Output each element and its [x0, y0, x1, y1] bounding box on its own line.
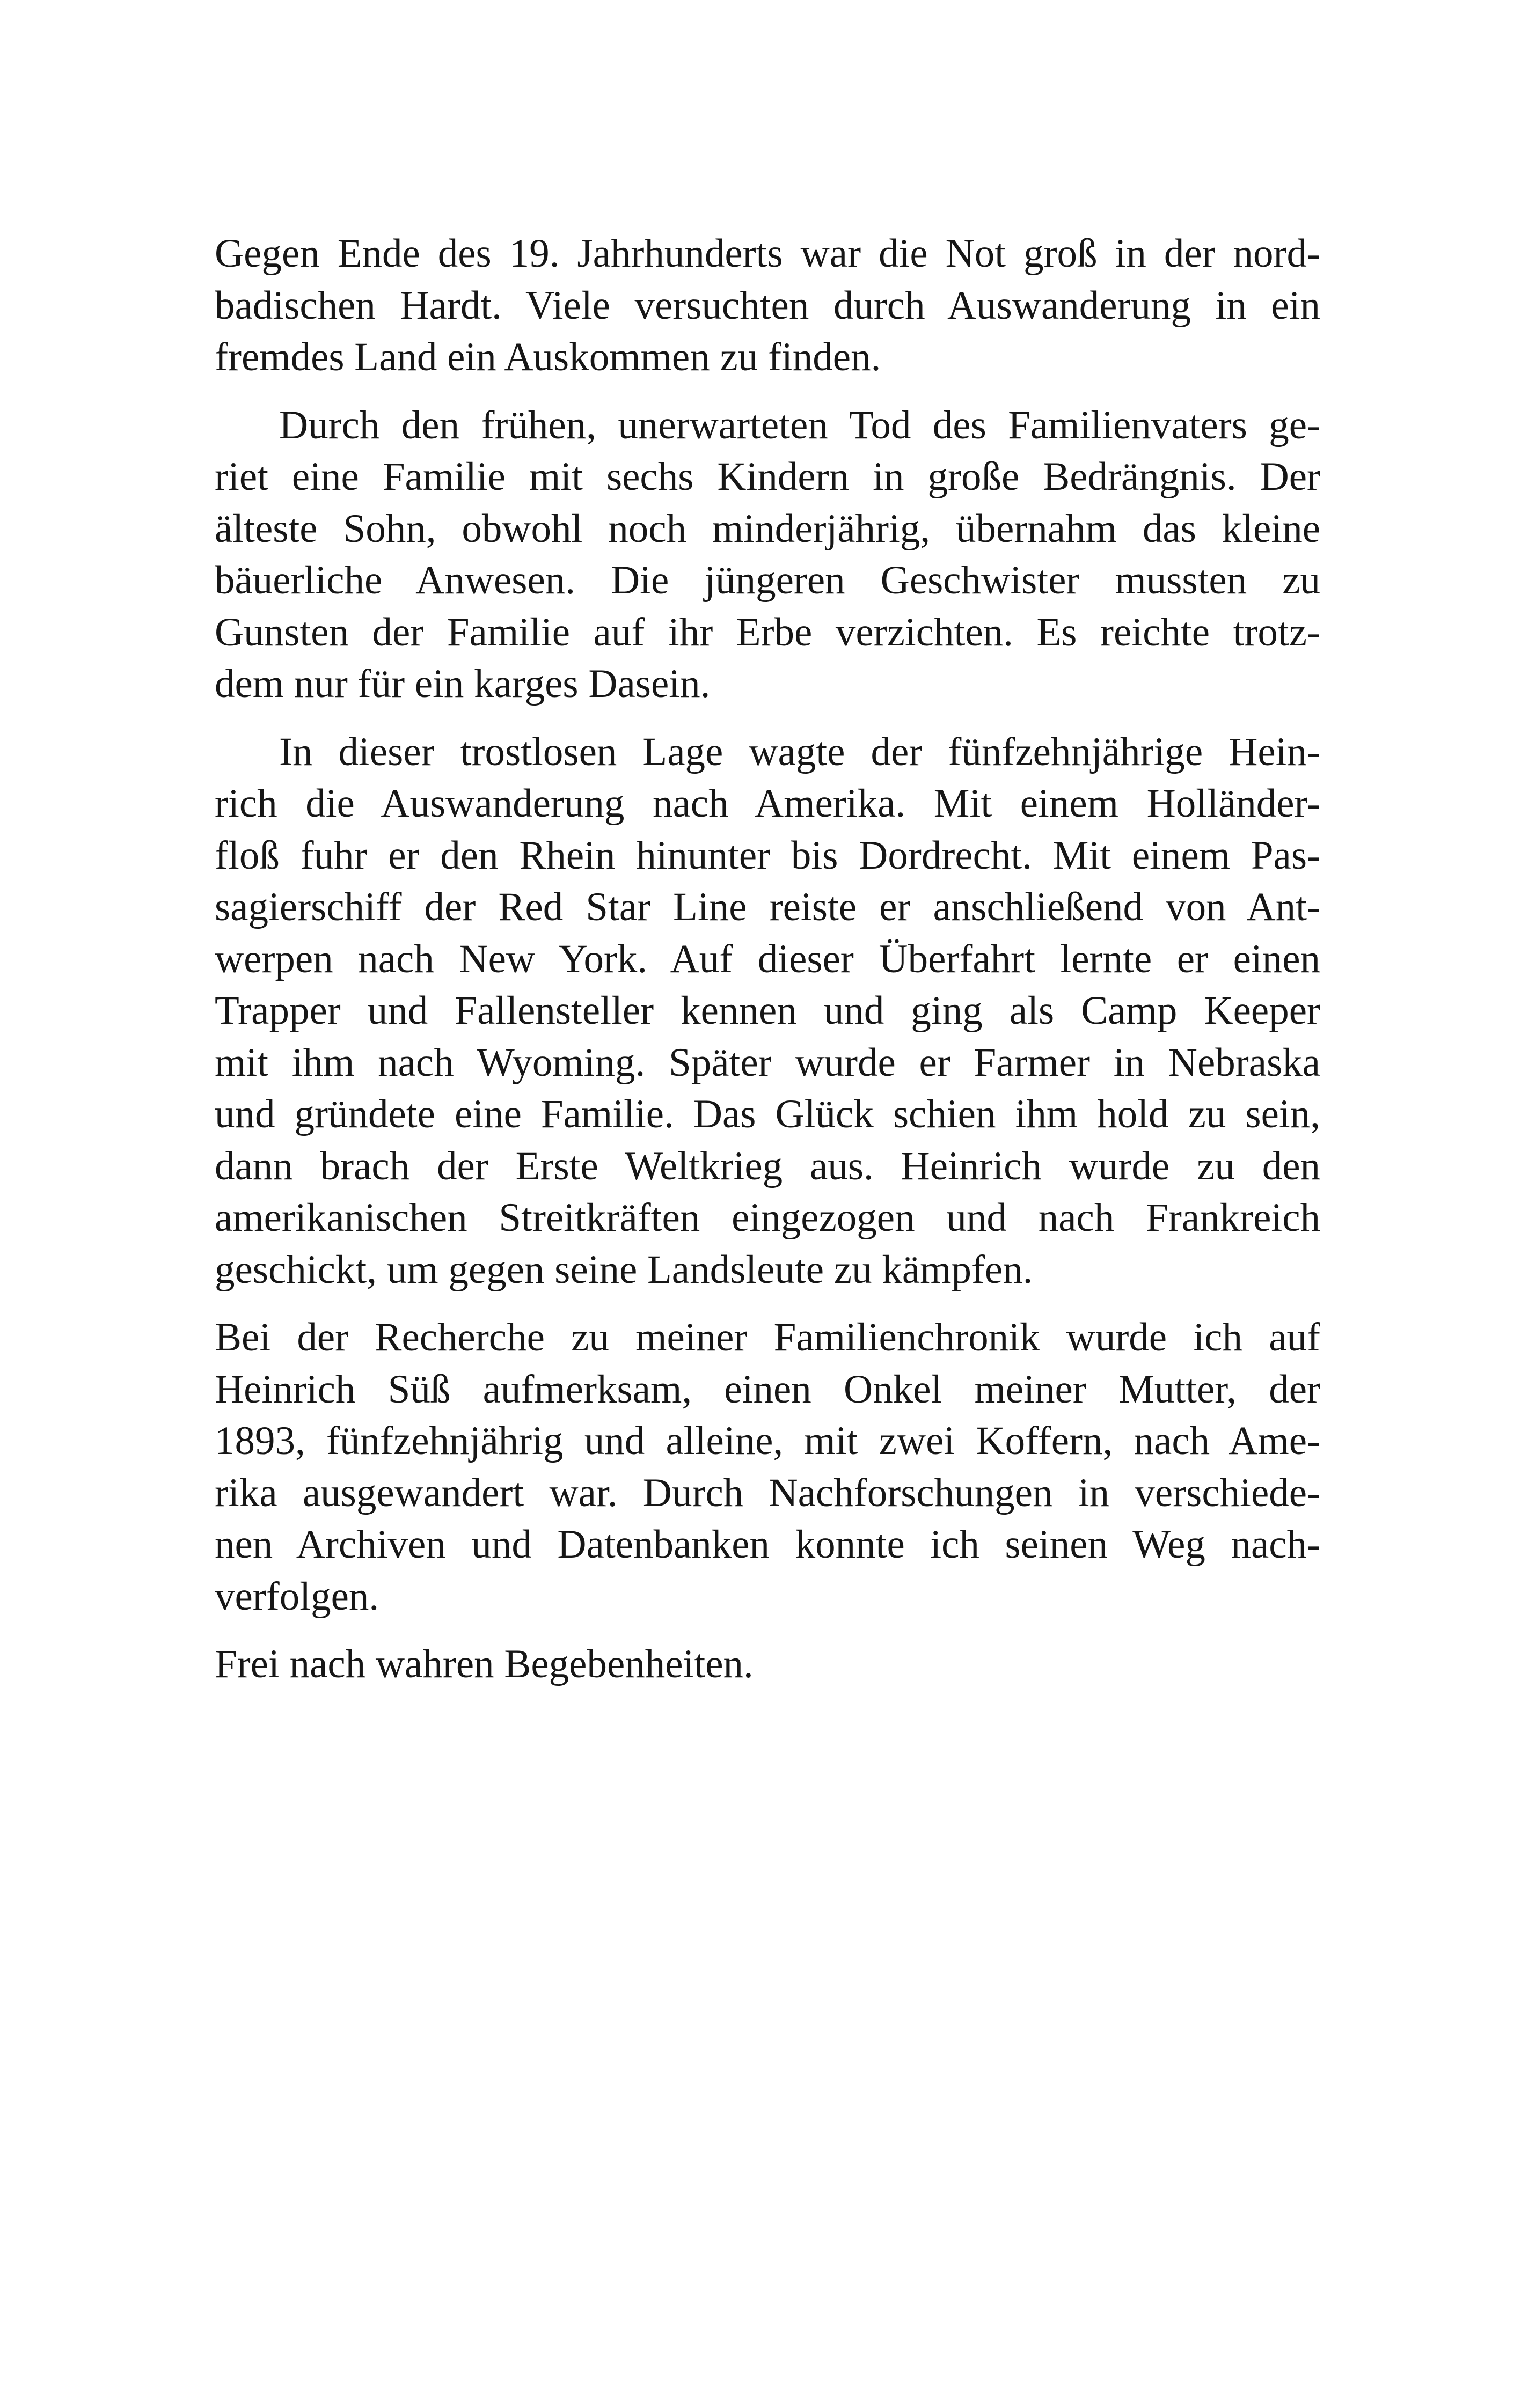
text-line: badischen Hardt. Viele versuchten durch Auswanderung in ein	[215, 283, 1320, 328]
text-line: 1893, fünfzehnjährig und alleine, mit zwei Koffern, nach Ame-	[215, 1419, 1320, 1463]
paragraph	[215, 400, 1320, 710]
text-line: werpen nach New York. Auf dieser Überfahrt lernte er einen	[215, 936, 1320, 981]
paragraph	[215, 1639, 1320, 1691]
text-line: sagierschiff der Red Star Line reiste er anschließend von Ant-	[215, 885, 1320, 929]
paragraph	[215, 726, 1320, 1296]
text-line: Gunsten der Familie auf ihr Erbe verzichten. Es reichte trotz-	[215, 610, 1320, 655]
text-line: riet eine Familie mit sechs Kindern in große Bedrängnis. Der	[215, 454, 1320, 499]
text-line: In dieser trostlosen Lage wagte der fünfzehnjährige Hein-	[279, 729, 1320, 774]
text-line: Heinrich Süß aufmerksam, einen Onkel meiner Mutter, der	[215, 1367, 1320, 1412]
text-line: und gründete eine Familie. Das Glück schien ihm hold zu sein,	[215, 1092, 1320, 1136]
text-line: rika ausgewandert war. Durch Nachforschungen in verschiede-	[215, 1470, 1320, 1515]
text-line: geschickt, um gegen seine Landsleute zu kämpfen.	[215, 1247, 1033, 1292]
text-line: fremdes Land ein Auskommen zu finden.	[215, 335, 881, 379]
text-line: dann brach der Erste Weltkrieg aus. Heinrich wurde zu den	[215, 1143, 1320, 1188]
text-line: Frei nach wahren Begebenheiten.	[215, 1642, 754, 1686]
paragraph	[215, 228, 1320, 384]
text-line: verfolgen.	[215, 1574, 379, 1619]
text-line: Bei der Recherche zu meiner Familienchronik wurde ich auf	[215, 1315, 1320, 1360]
text-line: Trapper und Fallensteller kennen und ging als Camp Keeper	[215, 988, 1320, 1033]
text-line: floß fuhr er den Rhein hinunter bis Dordrecht. Mit einem Pas-	[215, 833, 1320, 878]
text-line: älteste Sohn, obwohl noch minderjährig, übernahm das kleine	[215, 506, 1320, 551]
text-line: nen Archiven und Datenbanken konnte ich seinen Weg nach-	[215, 1522, 1320, 1567]
text-line: mit ihm nach Wyoming. Später wurde er Farmer in Nebraska	[215, 1040, 1320, 1085]
paragraph	[215, 1312, 1320, 1623]
text-line: bäuerliche Anwesen. Die jüngeren Geschwister mussten zu	[215, 558, 1320, 603]
text-line: rich die Auswanderung nach Amerika. Mit einem Holländer-	[215, 781, 1320, 826]
body-text	[215, 228, 1320, 1691]
text-line: amerikanischen Streitkräften eingezogen und nach Frankreich	[215, 1195, 1320, 1240]
text-line: Durch den frühen, unerwarteten Tod des Familienvaters ge-	[279, 402, 1320, 447]
text-line: dem nur für ein karges Dasein.	[215, 662, 711, 706]
text-line: Gegen Ende des 19. Jahrhunderts war die Not groß in der nord-	[215, 231, 1320, 276]
